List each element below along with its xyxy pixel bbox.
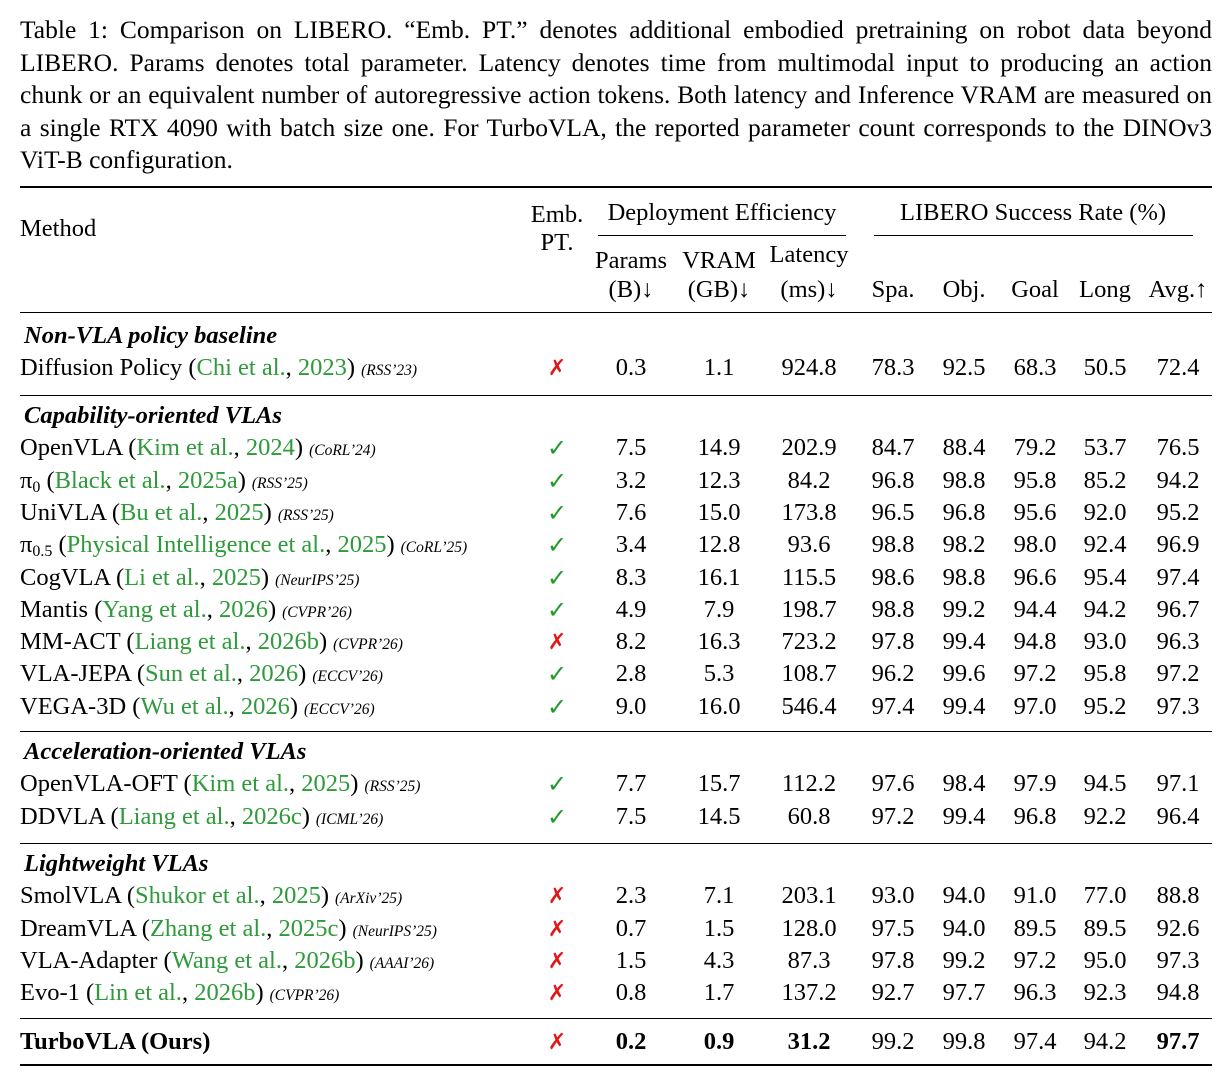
cell-long: 92.0 (1083, 499, 1127, 526)
emb-pt-cell (548, 949, 566, 974)
method-name: MM-ACT (20, 628, 121, 655)
cell-long: 92.4 (1083, 531, 1127, 558)
ours-goal: 97.4 (1013, 1028, 1057, 1055)
cell-goal: 91.0 (1013, 882, 1057, 909)
cell-goal: 68.3 (1013, 354, 1057, 381)
ours-long: 94.2 (1083, 1028, 1127, 1055)
check-mark-icon: ✓ (546, 693, 568, 721)
check-mark-icon: ✓ (546, 499, 568, 527)
cell-params: 8.2 (615, 628, 647, 655)
section-title: Non-VLA policy baseline (24, 322, 278, 349)
method-cell: CogVLA (Li et al., 2025) (NeurIPS’25) (20, 564, 360, 591)
cell-params: 8.3 (615, 564, 647, 591)
citation-year: 2026 (249, 660, 299, 687)
cell-spa: 96.2 (871, 660, 915, 687)
cell-long: 50.5 (1083, 354, 1127, 381)
venue-tag: (AAAI’26) (369, 955, 435, 972)
cell-avg: 94.8 (1156, 979, 1200, 1006)
cell-vram: 1.5 (703, 915, 735, 942)
ours-spa: 99.2 (871, 1028, 915, 1055)
citation-year: 2024 (245, 434, 295, 461)
emb-pt-cell (547, 501, 567, 527)
emb-pt-cell (547, 772, 567, 798)
citation-year: 2025 (211, 564, 261, 591)
citation-author: Kim et al. (136, 434, 234, 461)
cell-long: 85.2 (1083, 467, 1127, 494)
citation-author: Wang et al. (171, 947, 282, 974)
cell-avg: 76.5 (1156, 434, 1200, 461)
cell-goal: 97.0 (1013, 693, 1057, 720)
cell-latency: 723.2 (781, 628, 837, 655)
cell-avg: 97.4 (1156, 564, 1200, 591)
emb-pt-cell (547, 533, 567, 559)
top-rule (20, 186, 1212, 188)
header-long: Long (1079, 276, 1131, 303)
cell-params: 0.3 (615, 354, 647, 381)
header-vram-line1: VRAM (682, 247, 756, 274)
venue-tag: (RSS’25) (251, 475, 308, 492)
venue-tag: (CoRL’24) (309, 442, 376, 459)
cell-vram: 16.3 (697, 628, 741, 655)
header-vram-line2: (GB)↓ (687, 276, 751, 303)
cell-params: 0.7 (615, 915, 647, 942)
section-rule (20, 395, 1212, 396)
cell-latency: 93.6 (787, 531, 831, 558)
cell-latency: 546.4 (781, 693, 837, 720)
citation-year: 2026c (241, 803, 302, 830)
citation-author: Wu et al. (140, 693, 229, 720)
cross-mark-icon: ✗ (547, 1030, 567, 1055)
cell-obj: 99.4 (942, 628, 986, 655)
header-params-line1: Params (594, 247, 668, 274)
header-params-line2: (B)↓ (608, 276, 654, 303)
emb-pt-cell (547, 805, 567, 831)
cell-goal: 97.2 (1013, 947, 1057, 974)
cell-obj: 99.2 (942, 596, 986, 623)
cell-obj: 99.4 (942, 693, 986, 720)
cell-spa: 98.8 (871, 531, 915, 558)
cell-latency: 924.8 (781, 354, 837, 381)
cell-vram: 12.3 (697, 467, 741, 494)
cell-latency: 202.9 (781, 434, 837, 461)
emb-pt-cell (548, 981, 566, 1006)
cross-mark-icon: ✗ (547, 949, 567, 974)
method-cell: VLA-JEPA (Sun et al., 2026) (ECCV’26) (20, 660, 383, 687)
cell-params: 7.7 (615, 770, 647, 797)
cell-long: 95.2 (1083, 693, 1127, 720)
emb-pt-cell (547, 566, 567, 592)
citation-author: Li et al. (124, 564, 200, 591)
method-name: Evo-1 (20, 979, 80, 1006)
method-name: OpenVLA (20, 434, 123, 461)
method-cell: SmolVLA (Shukor et al., 2025) (ArXiv’25) (20, 882, 403, 909)
cell-avg: 92.6 (1156, 915, 1200, 942)
cell-params: 2.8 (615, 660, 647, 687)
cell-long: 95.4 (1083, 564, 1127, 591)
citation-year: 2025 (337, 531, 387, 558)
citation-author: Liang et al. (118, 803, 230, 830)
ours-obj: 99.8 (942, 1028, 986, 1055)
cell-long: 53.7 (1083, 434, 1127, 461)
ours-avg: 97.7 (1156, 1028, 1200, 1055)
cell-params: 7.5 (615, 803, 647, 830)
cell-params: 2.3 (615, 882, 647, 909)
method-cell: Evo-1 (Lin et al., 2026b) (CVPR’26) (20, 979, 340, 1006)
emb-pt-cell (547, 695, 567, 721)
cell-vram: 7.1 (703, 882, 735, 909)
citation-year: 2026 (218, 596, 268, 623)
check-mark-icon: ✓ (546, 596, 568, 624)
venue-tag: (NeurIPS’25) (275, 572, 360, 589)
emb-pt-cell (547, 598, 567, 624)
emb-pt-cell (548, 630, 566, 655)
citation-year: 2025c (278, 915, 339, 942)
citation-author: Physical Intelligence et al. (66, 531, 326, 558)
cell-avg: 94.2 (1156, 467, 1200, 494)
method-name: OpenVLA-OFT (20, 770, 178, 797)
cell-spa: 97.8 (871, 628, 915, 655)
method-name: DreamVLA (20, 915, 136, 942)
header-latency-line2: (ms)↓ (780, 276, 838, 303)
cell-goal: 94.8 (1013, 628, 1057, 655)
cell-long: 94.2 (1083, 596, 1127, 623)
header-rule (20, 312, 1212, 313)
cell-avg: 97.3 (1156, 693, 1200, 720)
citation-author: Zhang et al. (149, 915, 267, 942)
citation-year: 2025a (177, 467, 238, 494)
cell-spa: 92.7 (871, 979, 915, 1006)
method-name: π (20, 467, 33, 494)
citation-year: 2025 (214, 499, 264, 526)
method-name-subscript: 0.5 (32, 543, 53, 560)
venue-tag: (ArXiv’25) (335, 890, 403, 907)
cell-goal: 95.8 (1013, 467, 1057, 494)
citation-year: 2023 (297, 354, 347, 381)
cell-spa: 78.3 (871, 354, 915, 381)
cell-avg: 88.8 (1156, 882, 1200, 909)
citation-year: 2025 (271, 882, 321, 909)
table-caption: Table 1: Comparison on LIBERO. “Emb. PT.” denotes additional embodied pretraining on robot data beyond LIBERO. Params denotes total parameter. Latency denotes time from multimodal input to producing an action chunk or an equivalent number of autoregressive action tokens. Both latency and Inference VRAM are measured on a single RTX 4090 with batch size one. For TurboVLA, the reported parameter count corresponds to the DINOv3 ViT-B configuration. (20, 15, 1212, 175)
method-name: VLA-Adapter (20, 947, 158, 974)
cell-obj: 99.4 (942, 803, 986, 830)
cell-latency: 198.7 (781, 596, 837, 623)
method-name: SmolVLA (20, 882, 121, 909)
method-name: Mantis (20, 596, 89, 623)
emb-pt-cell (547, 469, 567, 495)
citation-author: Chi et al. (196, 354, 286, 381)
cell-long: 89.5 (1083, 915, 1127, 942)
cell-spa: 97.2 (871, 803, 915, 830)
cell-avg: 96.3 (1156, 628, 1200, 655)
ours-params: 0.2 (615, 1028, 647, 1055)
venue-tag: (NeurIPS’25) (352, 923, 437, 940)
cell-obj: 88.4 (942, 434, 986, 461)
section-title: Lightweight VLAs (24, 850, 209, 877)
cell-long: 93.0 (1083, 628, 1127, 655)
cell-spa: 96.8 (871, 467, 915, 494)
cell-obj: 92.5 (942, 354, 986, 381)
cell-avg: 97.3 (1156, 947, 1200, 974)
venue-tag: (CVPR’26) (333, 636, 403, 653)
cell-long: 94.5 (1083, 770, 1127, 797)
emb-pt-cell (547, 436, 567, 462)
check-mark-icon: ✓ (546, 770, 568, 798)
cross-mark-icon: ✗ (547, 356, 567, 381)
venue-tag: (CoRL’25) (400, 539, 468, 556)
cell-vram: 15.7 (697, 770, 741, 797)
method-cell: DDVLA (Liang et al., 2026c) (ICML’26) (20, 803, 384, 830)
cell-latency: 60.8 (787, 803, 831, 830)
cell-obj: 98.8 (942, 564, 986, 591)
cell-vram: 16.1 (697, 564, 741, 591)
cell-obj: 94.0 (942, 882, 986, 909)
cell-latency: 137.2 (781, 979, 837, 1006)
citation-year: 2026b (294, 947, 356, 974)
section-title: Capability-oriented VLAs (24, 402, 282, 429)
cell-params: 3.4 (615, 531, 647, 558)
cell-long: 95.0 (1083, 947, 1127, 974)
cell-params: 7.5 (615, 434, 647, 461)
header-method: Method (20, 215, 97, 242)
cell-vram: 16.0 (697, 693, 741, 720)
method-name: CogVLA (20, 564, 110, 591)
citation-year: 2026 (240, 693, 290, 720)
header-spa: Spa. (871, 276, 915, 303)
cell-vram: 15.0 (697, 499, 741, 526)
ours-method-name: TurboVLA (Ours) (20, 1028, 211, 1055)
cross-mark-icon: ✗ (547, 981, 567, 1006)
check-mark-icon: ✓ (546, 434, 568, 462)
venue-tag: (ECCV’26) (312, 668, 383, 685)
cell-vram: 14.9 (697, 434, 741, 461)
cell-goal: 97.2 (1013, 660, 1057, 687)
citation-author: Shukor et al. (135, 882, 260, 909)
cell-goal: 89.5 (1013, 915, 1057, 942)
cell-latency: 84.2 (787, 467, 831, 494)
cell-goal: 95.6 (1013, 499, 1057, 526)
citation-year: 2026b (257, 628, 319, 655)
cell-obj: 98.8 (942, 467, 986, 494)
cell-obj: 96.8 (942, 499, 986, 526)
cell-latency: 115.5 (781, 564, 837, 591)
cell-goal: 98.0 (1013, 531, 1057, 558)
cell-goal: 96.3 (1013, 979, 1057, 1006)
cell-obj: 99.2 (942, 947, 986, 974)
cell-goal: 96.8 (1013, 803, 1057, 830)
method-name: VEGA-3D (20, 693, 127, 720)
bottom-rule (20, 1064, 1212, 1066)
citation-author: Liang et al. (134, 628, 246, 655)
cell-latency: 203.1 (781, 882, 837, 909)
cell-goal: 94.4 (1013, 596, 1057, 623)
cell-avg: 97.1 (1156, 770, 1200, 797)
method-cell: OpenVLA-OFT (Kim et al., 2025) (RSS’25) (20, 770, 421, 797)
method-cell: DreamVLA (Zhang et al., 2025c) (NeurIPS’25) (20, 915, 437, 942)
header-emb-line2: PT. (540, 229, 574, 256)
cell-spa: 97.6 (871, 770, 915, 797)
cell-vram: 14.5 (697, 803, 741, 830)
libero-cmidrule (874, 235, 1193, 236)
cell-obj: 99.6 (942, 660, 986, 687)
cell-obj: 97.7 (942, 979, 986, 1006)
section-title: Acceleration-oriented VLAs (24, 738, 307, 765)
venue-tag: (RSS’25) (364, 778, 421, 795)
method-cell: $\pi_{0.5}$ (Physical Intelligence et al., 2025) (CoRL’25) (20, 531, 468, 560)
section-rule (20, 843, 1212, 844)
cross-mark-icon: ✗ (547, 884, 567, 909)
method-cell: Mantis (Yang et al., 2026) (CVPR’26) (20, 596, 352, 623)
cell-vram: 1.1 (703, 354, 735, 381)
cell-vram: 4.3 (703, 947, 735, 974)
section-rule (20, 731, 1212, 732)
check-mark-icon: ✓ (546, 564, 568, 592)
emb-pt-cell (547, 662, 567, 688)
method-cell: OpenVLA (Kim et al., 2024) (CoRL’24) (20, 434, 376, 461)
cell-params: 3.2 (615, 467, 647, 494)
method-cell: MM-ACT (Liang et al., 2026b) (CVPR’26) (20, 628, 403, 655)
header-libero-success-rate: LIBERO Success Rate (%) (899, 199, 1167, 226)
citation-author: Bu et al. (120, 499, 203, 526)
header-goal: Goal (1011, 276, 1059, 303)
header-avg: Avg.↑ (1148, 276, 1208, 303)
cell-spa: 98.6 (871, 564, 915, 591)
cell-spa: 97.5 (871, 915, 915, 942)
cell-vram: 1.7 (703, 979, 735, 1006)
cell-avg: 96.7 (1156, 596, 1200, 623)
venue-tag: (RSS’23) (361, 362, 418, 379)
ours-emb-mark (548, 1030, 566, 1055)
venue-tag: (CVPR’26) (269, 987, 340, 1004)
method-cell: Diffusion Policy (Chi et al., 2023) (RSS’23) (20, 354, 418, 381)
cell-latency: 173.8 (781, 499, 837, 526)
cross-mark-icon: ✗ (547, 630, 567, 655)
method-name: VLA-JEPA (20, 660, 131, 687)
cell-params: 9.0 (615, 693, 647, 720)
cross-mark-icon: ✗ (547, 917, 567, 942)
cell-latency: 128.0 (781, 915, 837, 942)
cell-long: 92.3 (1083, 979, 1127, 1006)
citation-author: Black et al. (54, 467, 166, 494)
deployment-cmidrule (598, 235, 846, 236)
cell-avg: 72.4 (1156, 354, 1200, 381)
cell-obj: 98.2 (942, 531, 986, 558)
cell-spa: 97.8 (871, 947, 915, 974)
ours-vram: 0.9 (703, 1028, 735, 1055)
method-name: π (20, 531, 33, 558)
cell-obj: 94.0 (942, 915, 986, 942)
check-mark-icon: ✓ (546, 467, 568, 495)
cell-spa: 98.8 (871, 596, 915, 623)
cell-latency: 87.3 (787, 947, 831, 974)
cell-vram: 5.3 (703, 660, 735, 687)
cell-long: 77.0 (1083, 882, 1127, 909)
citation-author: Lin et al. (94, 979, 182, 1006)
cell-goal: 97.9 (1013, 770, 1057, 797)
citation-year: 2025 (301, 770, 351, 797)
method-name: DDVLA (20, 803, 105, 830)
emb-pt-cell (548, 884, 566, 909)
citation-year: 2026b (194, 979, 256, 1006)
citation-author: Kim et al. (191, 770, 290, 797)
cell-params: 7.6 (615, 499, 647, 526)
emb-pt-cell (548, 917, 566, 942)
cell-avg: 97.2 (1156, 660, 1200, 687)
citation-author: Yang et al. (102, 596, 207, 623)
cell-latency: 112.2 (781, 770, 837, 797)
method-cell: VEGA-3D (Wu et al., 2026) (ECCV’26) (20, 693, 375, 720)
method-cell: UniVLA (Bu et al., 2025) (RSS’25) (20, 499, 334, 526)
method-name: Diffusion Policy (20, 354, 183, 381)
cell-spa: 93.0 (871, 882, 915, 909)
cell-spa: 84.7 (871, 434, 915, 461)
header-deployment-efficiency: Deployment Efficiency (607, 199, 837, 226)
emb-pt-cell (548, 356, 566, 381)
venue-tag: (ICML’26) (315, 811, 384, 828)
cell-params: 4.9 (615, 596, 647, 623)
header-obj: Obj. (942, 276, 986, 303)
method-name-subscript: 0 (32, 479, 41, 496)
cell-vram: 7.9 (703, 596, 735, 623)
cell-avg: 95.2 (1156, 499, 1200, 526)
method-name: UniVLA (20, 499, 106, 526)
method-cell: VLA-Adapter (Wang et al., 2026b) (AAAI’26) (20, 947, 435, 974)
cell-latency: 108.7 (781, 660, 837, 687)
check-mark-icon: ✓ (546, 660, 568, 688)
cell-goal: 96.6 (1013, 564, 1057, 591)
header-latency-line1: Latency (769, 241, 849, 268)
check-mark-icon: ✓ (546, 803, 568, 831)
ours-rule (20, 1018, 1212, 1019)
venue-tag: (CVPR’26) (282, 604, 352, 621)
cell-long: 92.2 (1083, 803, 1127, 830)
venue-tag: (ECCV’26) (304, 701, 375, 718)
ours-latency: 31.2 (787, 1028, 831, 1055)
cell-long: 95.8 (1083, 660, 1127, 687)
cell-params: 0.8 (615, 979, 647, 1006)
cell-avg: 96.9 (1156, 531, 1200, 558)
citation-author: Sun et al. (145, 660, 237, 687)
venue-tag: (RSS’25) (277, 507, 334, 524)
cell-avg: 96.4 (1156, 803, 1200, 830)
cell-vram: 12.8 (697, 531, 741, 558)
method-cell: $\pi_0$ (Black et al., 2025a) (RSS’25) (20, 467, 308, 496)
cell-params: 1.5 (615, 947, 647, 974)
header-emb-line1: Emb. (530, 201, 584, 228)
cell-spa: 96.5 (871, 499, 915, 526)
cell-obj: 98.4 (942, 770, 986, 797)
check-mark-icon: ✓ (546, 531, 568, 559)
cell-spa: 97.4 (871, 693, 915, 720)
cell-goal: 79.2 (1013, 434, 1057, 461)
